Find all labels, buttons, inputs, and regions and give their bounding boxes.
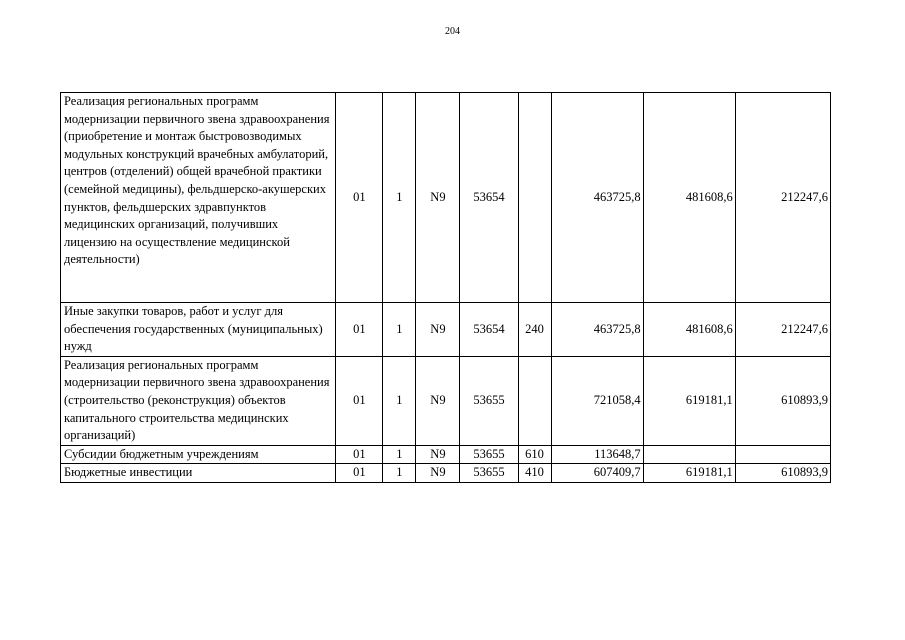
row-code-project: N9 (416, 303, 460, 357)
row-amount-year2 (643, 445, 735, 464)
row-amount-year3: 212247,6 (735, 303, 830, 357)
row-code-program: 01 (336, 93, 383, 303)
row-amount-year1: 721058,4 (551, 356, 643, 445)
row-code-expense-type: 610 (518, 445, 551, 464)
table-row (61, 303, 831, 357)
row-amount-year3: 610893,9 (735, 356, 830, 445)
row-code-direction: 53654 (460, 303, 518, 357)
row-code-direction: 53655 (460, 356, 518, 445)
table-row (61, 464, 831, 483)
row-name: Бюджетные инвестиции (61, 464, 336, 483)
budget-table (60, 92, 831, 483)
row-code-subprogram: 1 (383, 303, 416, 357)
row-code-program: 01 (336, 445, 383, 464)
row-amount-year3: 610893,9 (735, 464, 830, 483)
row-code-expense-type (518, 356, 551, 445)
row-code-subprogram: 1 (383, 356, 416, 445)
row-amount-year2: 619181,1 (643, 464, 735, 483)
row-amount-year1: 463725,8 (551, 303, 643, 357)
row-code-direction: 53655 (460, 445, 518, 464)
row-amount-year2: 481608,6 (643, 93, 735, 303)
row-name: Иные закупки товаров, работ и услуг для обеспечения государственных (муниципальных) нужд (61, 303, 336, 357)
row-code-project: N9 (416, 93, 460, 303)
row-code-expense-type: 240 (518, 303, 551, 357)
row-code-subprogram: 1 (383, 464, 416, 483)
row-code-expense-type: 410 (518, 464, 551, 483)
row-name: Субсидии бюджетным учреждениям (61, 445, 336, 464)
row-code-program: 01 (336, 303, 383, 357)
row-code-subprogram: 1 (383, 445, 416, 464)
table-row (61, 356, 831, 445)
row-code-direction: 53655 (460, 464, 518, 483)
row-name: Реализация региональных программ модернизации первичного звена здравоохранения (строительство (реконструкция) объектов капитального строительства медицинских организаций) (61, 356, 336, 445)
row-code-program: 01 (336, 464, 383, 483)
row-code-direction: 53654 (460, 93, 518, 303)
table-row (61, 445, 831, 464)
row-amount-year3: 212247,6 (735, 93, 830, 303)
page-number: 204 (445, 26, 460, 37)
row-amount-year1: 463725,8 (551, 93, 643, 303)
row-code-project: N9 (416, 445, 460, 464)
row-code-subprogram: 1 (383, 93, 416, 303)
row-code-project: N9 (416, 356, 460, 445)
row-code-project: N9 (416, 464, 460, 483)
row-amount-year3 (735, 445, 830, 464)
row-amount-year1: 607409,7 (551, 464, 643, 483)
row-amount-year1: 113648,7 (551, 445, 643, 464)
row-amount-year2: 619181,1 (643, 356, 735, 445)
row-name: Реализация региональных программ модернизации первичного звена здравоохранения (приобретение и монтаж быстровозводимых модульных конструкций врачебных амбулаторий, центров (отделений) общей врачебной практики (семейной медицины), фельдшерско-акушерских пунктов, фельдшерских здравпунктов медицинских организаций, получивших лицензию на осуществление медицинской деятельности) (61, 93, 336, 303)
row-amount-year2: 481608,6 (643, 303, 735, 357)
table-row (61, 93, 831, 303)
row-code-expense-type (518, 93, 551, 303)
row-code-program: 01 (336, 356, 383, 445)
